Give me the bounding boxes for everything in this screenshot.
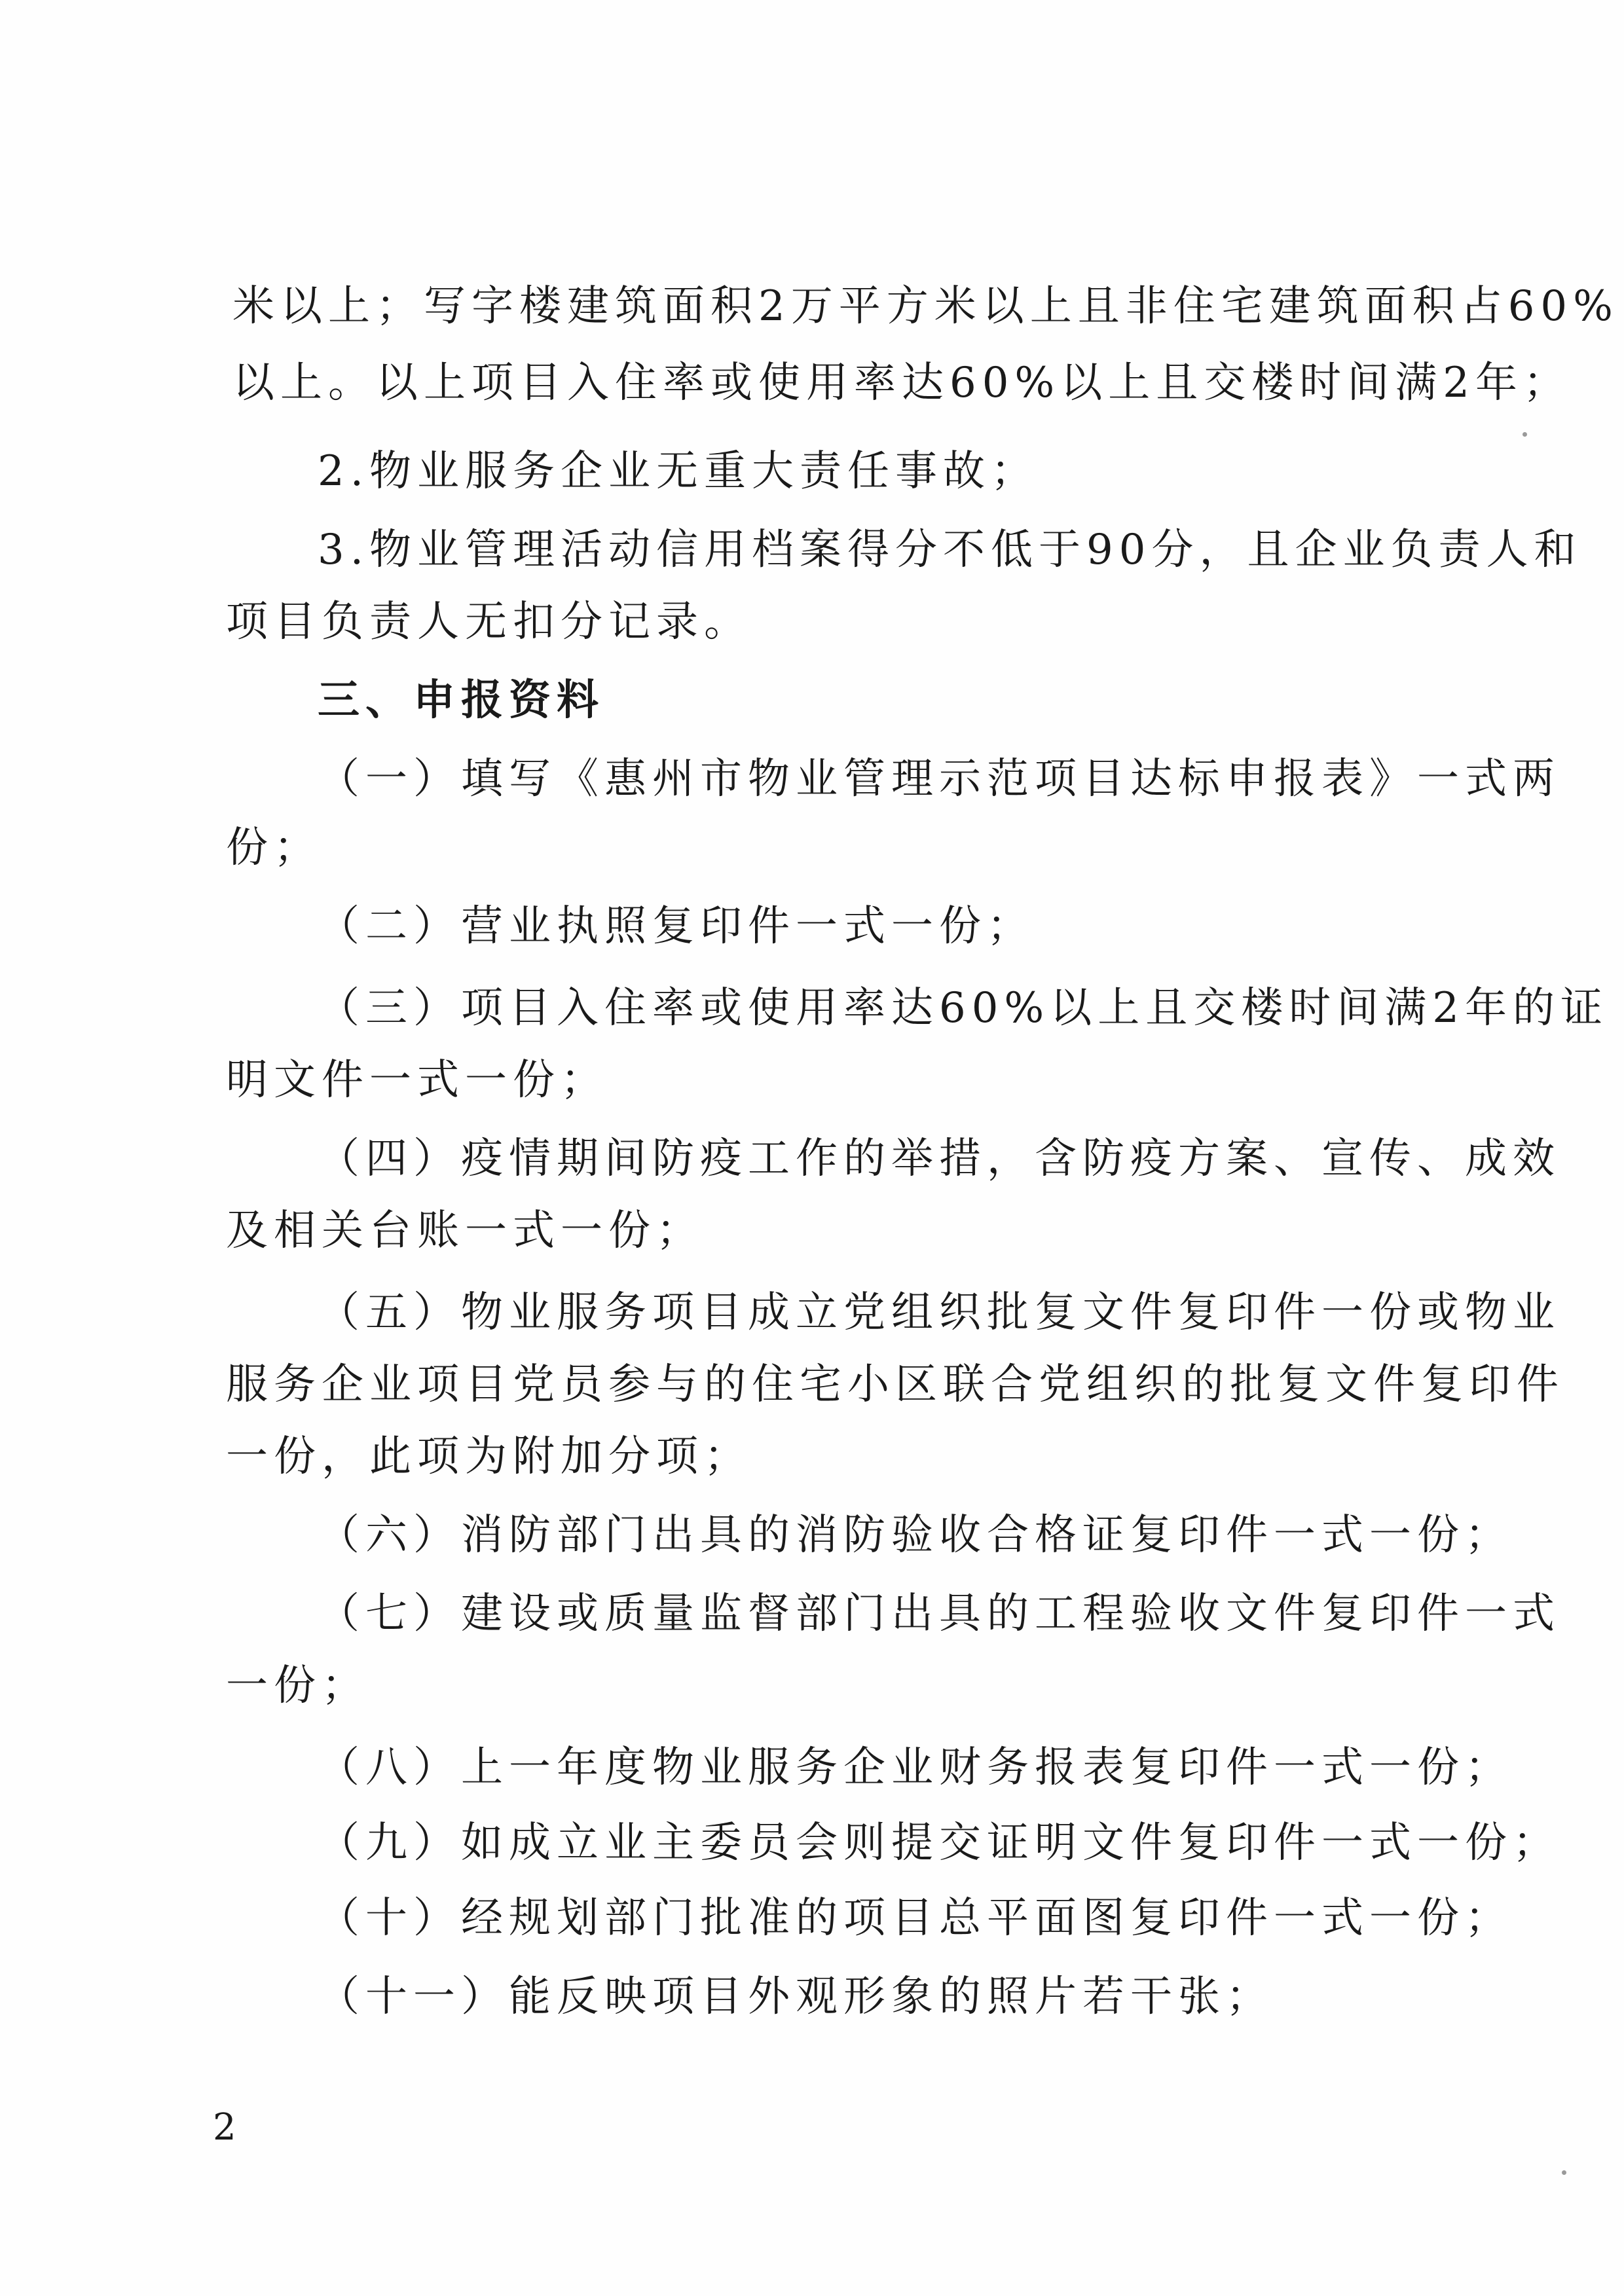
- paragraph-line: （四）疫情期间防疫工作的举措，含防疫方案、宣传、成效: [318, 1135, 1560, 1183]
- paragraph-line: 份；: [226, 824, 322, 872]
- paragraph-line: （九）如成立业主委员会则提交证明文件复印件一式一份；: [318, 1819, 1560, 1867]
- paragraph-line: 3.物业管理活动信用档案得分不低于90分，且企业负责人和: [318, 526, 1582, 574]
- scan-speck: [1562, 2170, 1566, 2175]
- paragraph-line: 及相关台账一式一份；: [226, 1207, 704, 1255]
- paragraph-line: （六）消防部门出具的消防验收合格证复印件一式一份；: [318, 1511, 1513, 1559]
- paragraph-line: 一份，此项为附加分项；: [226, 1432, 752, 1481]
- paragraph-line: 一份；: [226, 1662, 369, 1710]
- paragraph-line: 服务企业项目党员参与的住宅小区联合党组织的批复文件复印件: [226, 1360, 1564, 1409]
- paragraph-line: （三）项目入住率或使用率达60%以上且交楼时间满2年的证: [318, 984, 1608, 1032]
- scan-speck: [1522, 432, 1527, 437]
- page-number: 2: [213, 2106, 236, 2149]
- paragraph-line: 项目负责人无扣分记录。: [226, 598, 752, 646]
- paragraph-line: 明文件一式一份；: [226, 1056, 608, 1104]
- paragraph-line: （七）建设或质量监督部门出具的工程验收文件复印件一式: [318, 1590, 1560, 1638]
- section-heading: 三、申报资料: [318, 676, 604, 725]
- paragraph-line: （十一）能反映项目外观形象的照片若干张；: [318, 1973, 1274, 2021]
- paragraph-line: （八）上一年度物业服务企业财务报表复印件一式一份；: [318, 1743, 1513, 1792]
- paragraph-line: （五）物业服务项目成立党组织批复文件复印件一份或物业: [318, 1288, 1560, 1337]
- paragraph-line: 以上。以上项目入住率或使用率达60%以上且交楼时间满2年；: [232, 359, 1571, 407]
- paragraph-line: （二）营业执照复印件一式一份；: [318, 902, 1035, 951]
- paragraph-line: 2.物业服务企业无重大责任事故；: [318, 447, 1039, 496]
- paragraph-line: 米以上；写字楼建筑面积2万平方米以上且非住宅建筑面积占60%: [232, 282, 1619, 331]
- paragraph-line: （十）经规划部门批准的项目总平面图复印件一式一份；: [318, 1894, 1513, 1942]
- paragraph-line: （一）填写《惠州市物业管理示范项目达标申报表》一式两: [318, 755, 1560, 803]
